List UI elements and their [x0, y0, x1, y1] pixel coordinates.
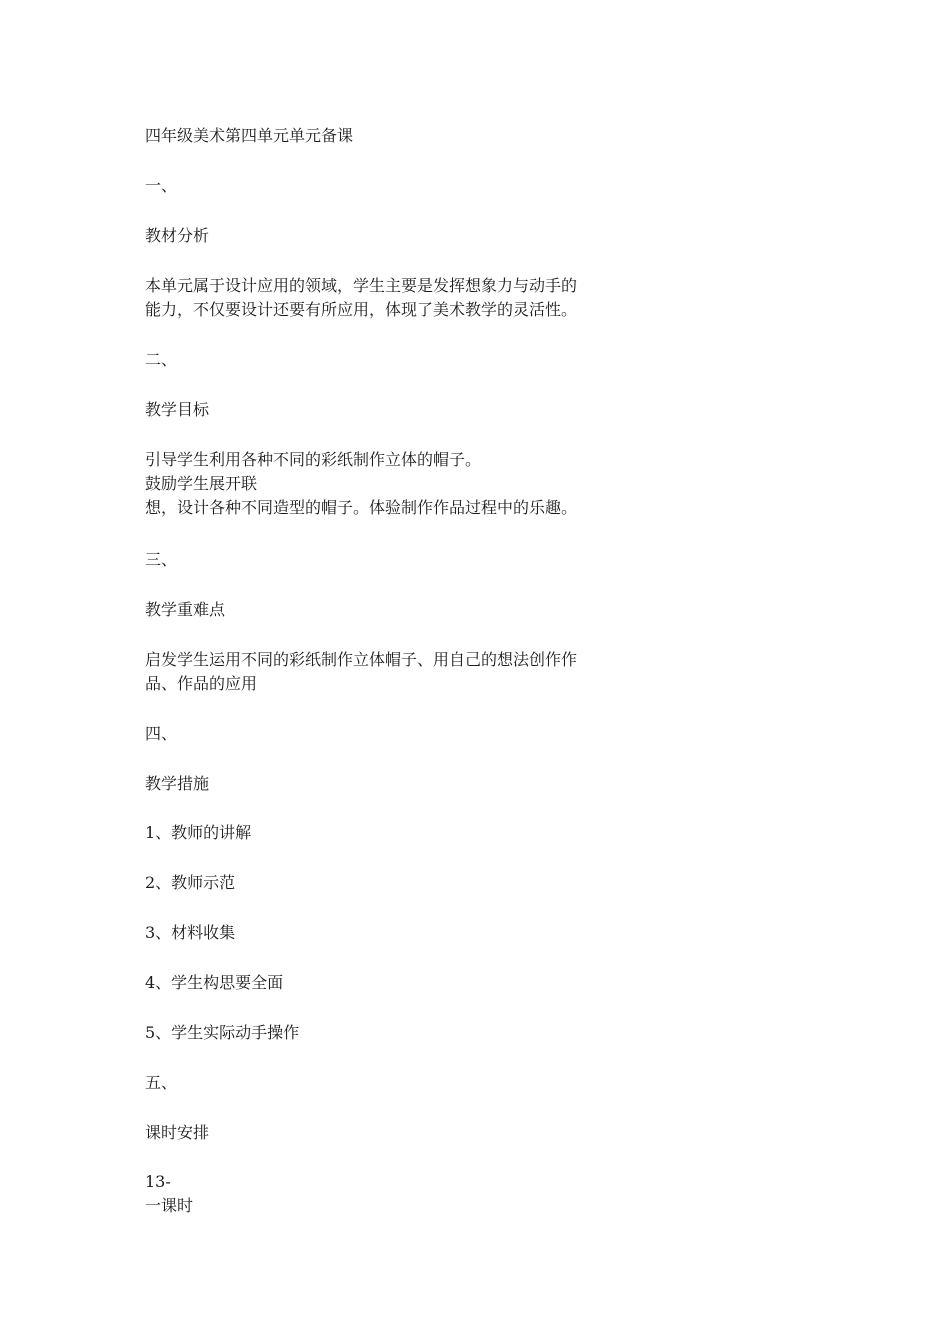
- section-body-line: 13-: [145, 1172, 171, 1191]
- section-body-line: 引导学生利用各种不同的彩纸制作立体的帽子。: [145, 450, 482, 469]
- section-heading-5: 课时安排: [145, 1123, 210, 1142]
- section-body-line: 一课时: [145, 1196, 194, 1215]
- list-item: 2、教师示范: [145, 873, 236, 892]
- section-body-line: 品、作品的应用: [145, 674, 258, 693]
- section-heading-4: 教学措施: [145, 774, 210, 793]
- document-title: 四年级美术第四单元单元备课: [145, 126, 354, 145]
- section-number-2: 二、: [145, 350, 178, 369]
- section-number-4: 四、: [145, 724, 178, 743]
- section-body-line: 想，设计各种不同造型的帽子。体验制作作品过程中的乐趣。: [145, 498, 578, 517]
- list-item: 5、学生实际动手操作: [145, 1023, 300, 1042]
- section-number-3: 三、: [145, 550, 178, 569]
- section-heading-3: 教学重难点: [145, 600, 226, 619]
- section-heading-2: 教学目标: [145, 400, 210, 419]
- section-body-line: 能力，不仅要设计还要有所应用，体现了美术教学的灵活性。: [145, 300, 578, 319]
- section-body-line: 鼓励学生展开联: [145, 474, 258, 493]
- list-item: 3、材料收集: [145, 923, 236, 942]
- section-heading-1: 教材分析: [145, 226, 210, 245]
- section-number-5: 五、: [145, 1073, 178, 1092]
- section-body-line: 本单元属于设计应用的领域，学生主要是发挥想象力与动手的: [145, 276, 578, 295]
- list-item: 4、学生构思要全面: [145, 973, 284, 992]
- section-body-line: 启发学生运用不同的彩纸制作立体帽子、用自己的想法创作作: [145, 650, 578, 669]
- list-item: 1、教师的讲解: [145, 823, 252, 842]
- section-number-1: 一、: [145, 176, 178, 195]
